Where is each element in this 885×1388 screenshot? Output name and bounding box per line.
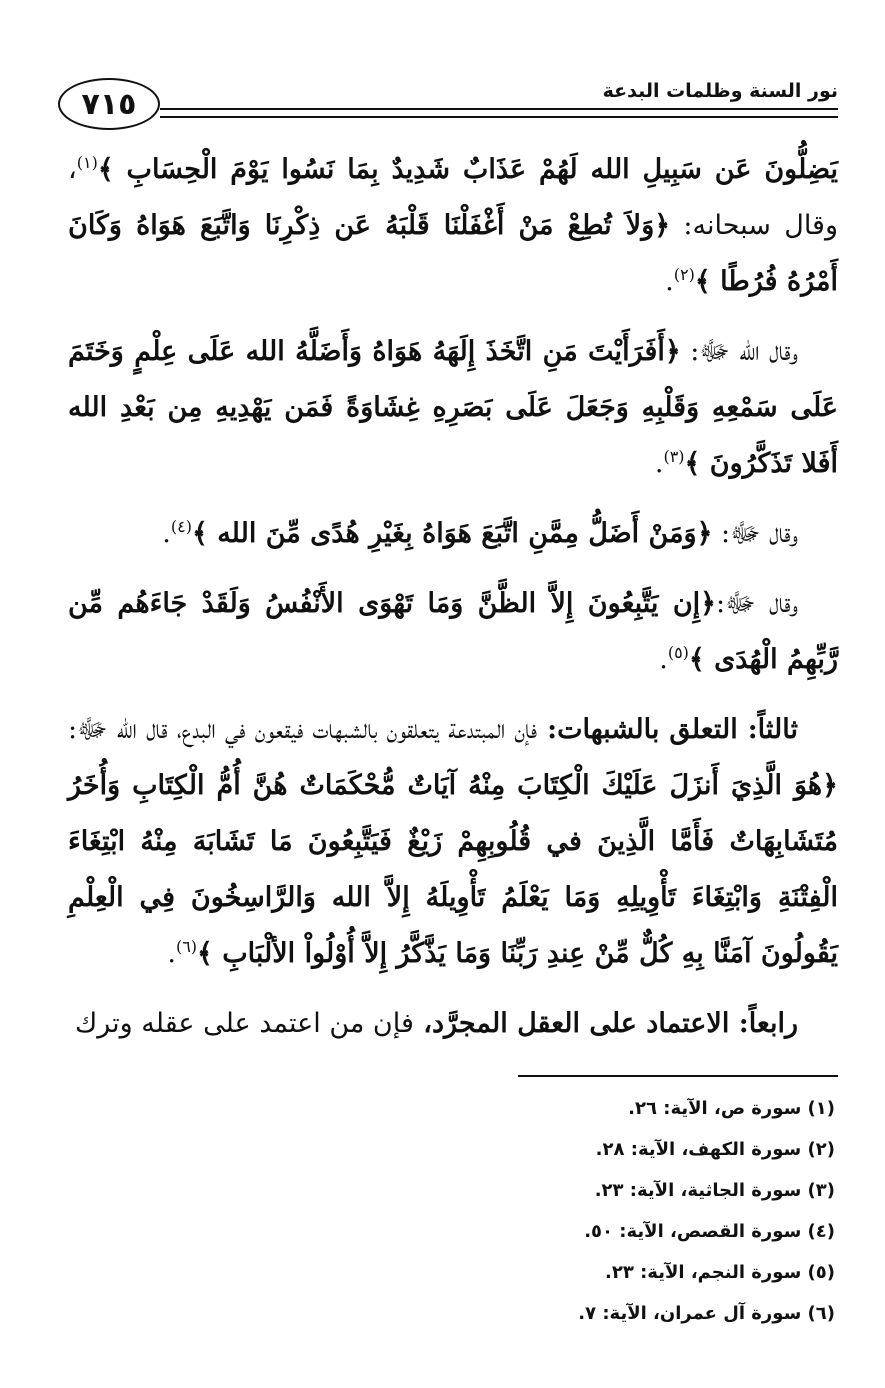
quran-bracket: ﴾ xyxy=(197,938,223,969)
quran-verse: إِن يَتَّبِعُونَ إِلاَّ الظَّنَّ وَمَا تَهْوَى الأَنْفُسُ وَلَقَدْ جَاءَهُم مِّن رَّبِّهِمُ الْهُدَى xyxy=(68,588,838,675)
plain-text: . xyxy=(659,644,668,675)
quran-bracket: ﴿ xyxy=(664,336,681,367)
plain-text: . xyxy=(665,266,674,297)
paragraph xyxy=(68,506,838,562)
quran-verse: هُوَ الَّذِيَ أَنزَلَ عَلَيْكَ الْكِتَابَ مِنْهُ آيَاتٌ مُّحْكَمَاتٌ هُنَّ أُمُّ الْكِتَابِ وَأُخَرُ مُتَشَابِهَاتٌ فَأَمَّا الَّذِينَ في قُلُوبِهِمْ زَيْغٌ فَيَتَّبِعُونَ مَا تَشَابَهَ مِنْهُ ابْتِغَاءَ الْفِتْنَةِ وَابْتِغَاءَ تَأْوِيلِهِ وَمَا يَعْلَمُ تَأْوِيلَهُ إِلاَّ الله وَالرَّاسِخُونَ فِي الْعِلْمِ يَقُولُونَ آمَنَّا بِهِ كُلٌّ مِّنْ عِندِ رَبِّنَا وَمَا يَذَّكَّرُ إِلاَّ أُوْلُواْ الألْبَابِ xyxy=(68,770,838,969)
paragraph xyxy=(68,996,838,1052)
paragraph xyxy=(68,324,838,492)
plain-text: وقال ﷻ: xyxy=(716,588,798,619)
footnote-ref: (٦) xyxy=(175,937,198,956)
footnote-ref: (٣) xyxy=(663,447,685,466)
footnote-ref: (٥) xyxy=(667,643,689,662)
plain-text: وقال ﷻ: xyxy=(712,518,798,549)
quran-bracket: ﴾ xyxy=(191,518,218,549)
quran-verse: أَفَرَأَيْتَ مَنِ اتَّخَذَ إِلَهَهُ هَوَاهُ وَأَضَلَّهُ الله عَلَى عِلْمٍ وَخَتَمَ عَلَى سَمْعِهِ وَقَلْبِهِ وَجَعَلَ عَلَى بَصَرِهِ غِشَاوَةً فَمَن يَهْدِيهِ مِن بَعْدِ الله أَفَلا تَذَكَّرُونَ xyxy=(68,336,838,479)
quran-bracket: ﴾ xyxy=(684,448,710,479)
quran-bracket: ﴿ xyxy=(822,770,838,801)
footnote-item: (٥) سورة النجم، الآية: ٢٣. xyxy=(605,1262,835,1283)
page-number: ٧١٥ xyxy=(58,78,160,130)
plain-text: . xyxy=(167,938,176,969)
plain-text: فإن من اعتمد على عقله وترك xyxy=(75,1008,414,1039)
quran-bracket: ﴿ xyxy=(654,210,671,241)
running-title: نور السنة وظلمات البدعة xyxy=(602,80,838,102)
footnotes xyxy=(435,1088,835,1334)
paragraph xyxy=(68,702,838,982)
main-text xyxy=(68,142,838,1066)
section-lead: رابعاً: الاعتماد على العقل المجرَّد، xyxy=(413,1008,798,1039)
quran-bracket: ﴾ xyxy=(97,154,127,185)
quran-verse: وَلاَ تُطِعْ مَنْ أَغْفَلْنَا قَلْبَهُ عَن ذِكْرِنَا وَاتَّبَعَ هَوَاهُ وَكَانَ أَمْرُهُ فُرُطًا xyxy=(68,210,838,297)
footnote-ref: (٢) xyxy=(673,265,695,284)
footnote-item: (٣) سورة الجاثية، الآية: ٢٣. xyxy=(594,1180,835,1201)
header-rule xyxy=(160,108,838,118)
plain-text: . xyxy=(654,448,664,479)
section-lead: ثالثاً: التعلق بالشبهات: xyxy=(537,714,799,745)
footnote-item: (١) سورة ص، الآية: ٢٦. xyxy=(628,1098,835,1119)
quran-verse: وَمَنْ أَضَلُّ مِمَّنِ اتَّبَعَ هَوَاهُ بِغَيْرِ هُدًى مِّنَ الله xyxy=(217,518,697,549)
footnote-ref: (٤) xyxy=(170,517,192,536)
plain-text: فإن المبتدعة يتعلقون بالشبهات فيقعون في البدع، قال الله ﷻ: xyxy=(68,714,538,745)
quran-bracket: ﴿ xyxy=(696,518,713,549)
plain-text: . xyxy=(162,518,171,549)
quran-bracket: ﴾ xyxy=(694,266,721,297)
plain-text: وقال الله ﷻ: xyxy=(680,336,798,367)
footnote-item: (٤) سورة القصص، الآية: ٥٠. xyxy=(584,1221,835,1242)
footnote-ref: (١) xyxy=(76,153,98,172)
paragraph xyxy=(68,576,838,688)
footnote-rule xyxy=(518,1075,838,1077)
quran-verse: يَضِلُّونَ عَن سَبِيلِ الله لَهُمْ عَذَابٌ شَدِيدٌ بِمَا نَسُوا يَوْمَ الْحِسَابِ xyxy=(126,154,838,185)
page-header xyxy=(58,78,838,138)
quran-bracket: ﴾ xyxy=(688,644,715,675)
paragraph xyxy=(68,142,838,310)
quran-bracket: ﴿ xyxy=(700,588,716,619)
plain-text: ، وقال سبحانه: xyxy=(68,154,839,241)
footnote-item: (٦) سورة آل عمران، الآية: ٧. xyxy=(578,1303,835,1324)
footnote-item: (٢) سورة الكهف، الآية: ٢٨. xyxy=(595,1139,835,1160)
